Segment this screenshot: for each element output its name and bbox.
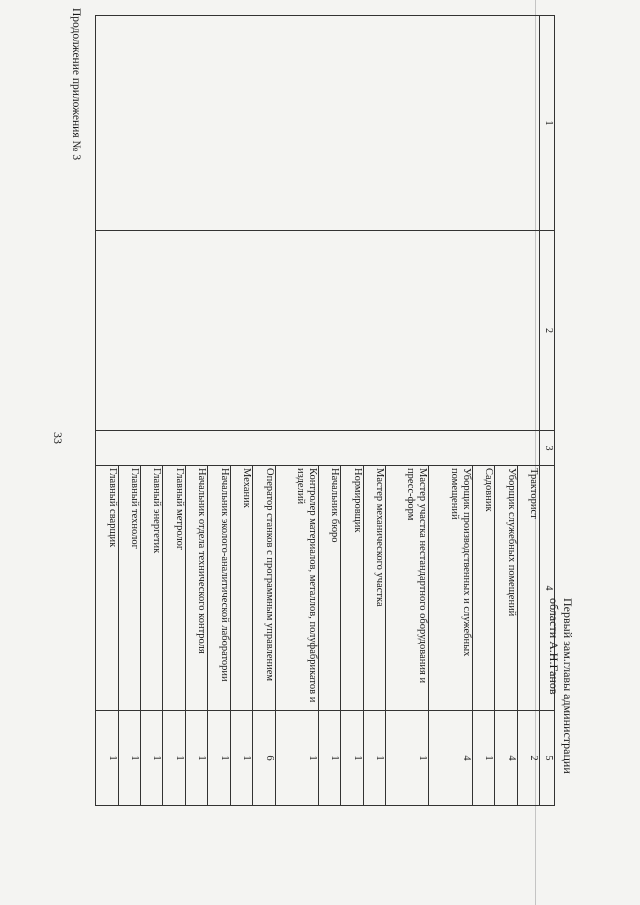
- count-cell: 2: [517, 711, 539, 806]
- empty-cell-col-2: [96, 231, 540, 431]
- position-cell: Начальник отдела технического контроля: [185, 466, 207, 711]
- signature-block: [547, 598, 575, 774]
- position-cell: Главный технолог: [118, 466, 140, 711]
- position-cell: Главный метролог: [163, 466, 185, 711]
- count-cell: 1: [341, 711, 363, 806]
- count-cell: 1: [185, 711, 207, 806]
- count-cell: 1: [386, 711, 429, 806]
- signature-title: Первый зам.главы администрации: [561, 598, 575, 774]
- count-cell: 1: [118, 711, 140, 806]
- position-cell: Уборщик служебных помещений: [495, 466, 517, 711]
- position-cell: Мастер участка нестандартного оборудования и пресс-форм: [386, 466, 429, 711]
- table-row: [517, 16, 539, 806]
- staff-table: [95, 15, 555, 806]
- count-cell: 1: [472, 711, 494, 806]
- position-cell: Садовник: [472, 466, 494, 711]
- position-cell: Оператор станков с программным управлением: [253, 466, 275, 711]
- empty-cell-col-3: [96, 431, 540, 466]
- position-cell: Контролер материалов, металлов, полуфабрикатов и изделий: [275, 466, 318, 711]
- column-header: 2: [540, 231, 555, 431]
- count-cell: 1: [208, 711, 230, 806]
- position-cell: Уборщик производственных и служебных помещений: [429, 466, 472, 711]
- count-cell: 1: [275, 711, 318, 806]
- position-cell: Начальник эколого-аналитической лаборатории: [208, 466, 230, 711]
- position-cell: Мастер механического участка: [363, 466, 385, 711]
- count-cell: 6: [253, 711, 275, 806]
- table-body: [96, 16, 555, 806]
- count-cell: 1: [363, 711, 385, 806]
- count-cell: 1: [96, 711, 119, 806]
- position-cell: Нормировщик: [341, 466, 363, 711]
- count-cell: 4: [495, 711, 517, 806]
- column-header: 1: [540, 16, 555, 231]
- count-cell: 1: [141, 711, 163, 806]
- position-cell: Начальник бюро: [318, 466, 340, 711]
- position-cell: Тракторист: [517, 466, 539, 711]
- column-header: 4: [540, 466, 555, 711]
- count-cell: 1: [230, 711, 252, 806]
- signature-name: области А.Н.Ганов: [547, 598, 561, 695]
- column-header: 5: [540, 711, 555, 806]
- position-cell: Механик: [230, 466, 252, 711]
- column-header: 3: [540, 431, 555, 466]
- count-cell: 1: [163, 711, 185, 806]
- count-cell: 1: [318, 711, 340, 806]
- empty-cell-col-1: [96, 16, 540, 231]
- rotated-table-container: [95, 15, 555, 805]
- count-cell: 4: [429, 711, 472, 806]
- page-number: 33: [51, 432, 65, 444]
- position-cell: Главный энергетик: [141, 466, 163, 711]
- position-cell: Главный сварщик: [96, 466, 119, 711]
- appendix-caption: Продолжение приложения № 3: [70, 8, 82, 161]
